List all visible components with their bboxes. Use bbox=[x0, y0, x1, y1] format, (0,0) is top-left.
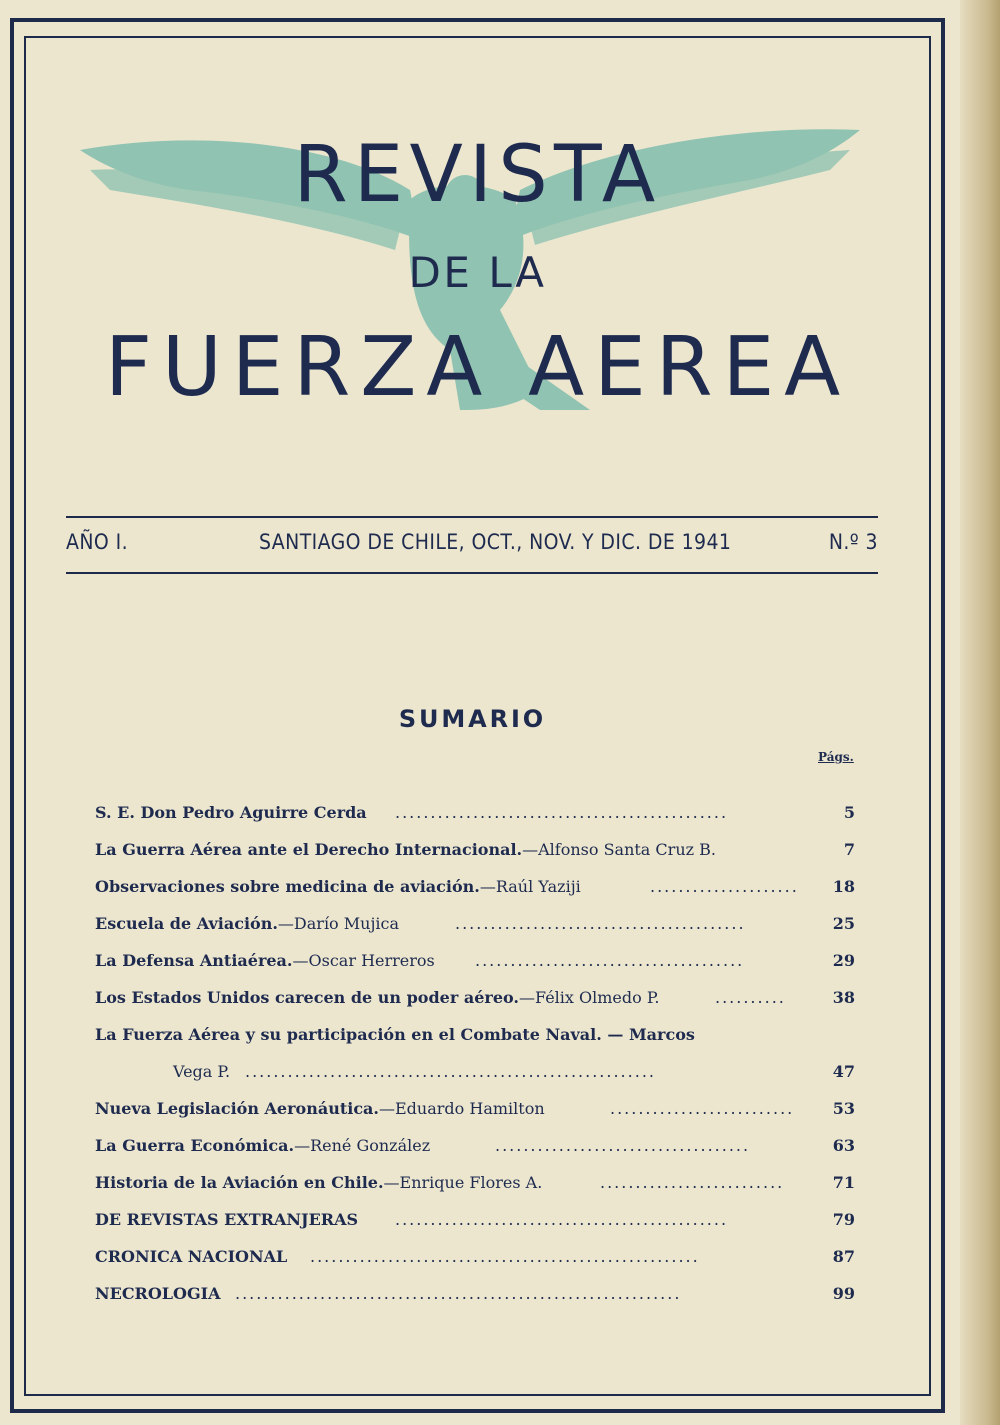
toc-entry bbox=[95, 982, 855, 1019]
issue-place-date: SANTIAGO DE CHILE, OCT., NOV. Y DIC. DE 1941 bbox=[259, 530, 732, 554]
toc-entry-page: 18 bbox=[832, 877, 855, 896]
toc-entry bbox=[95, 1093, 855, 1130]
toc-entry-title: Escuela de Aviación. bbox=[95, 914, 278, 933]
toc-entry-page: 5 bbox=[843, 803, 855, 822]
toc-entry bbox=[95, 1167, 855, 1204]
dot-leaders: ......................................... bbox=[455, 914, 746, 933]
toc-entry-author: —René González bbox=[294, 1136, 431, 1155]
dot-leaders: ............................................... bbox=[395, 803, 729, 822]
masthead-title-line3: FUERZA AEREA bbox=[104, 320, 851, 415]
toc-entry-author: —Oscar Herreros bbox=[292, 951, 435, 970]
masthead-title-line2: DE LA bbox=[408, 248, 547, 297]
table-of-contents bbox=[95, 797, 855, 1315]
toc-entry bbox=[95, 797, 855, 834]
toc-entry-title: CRONICA NACIONAL bbox=[95, 1247, 288, 1266]
toc-entry bbox=[95, 834, 855, 871]
toc-entry-page: 99 bbox=[832, 1284, 855, 1303]
pages-label: Págs. bbox=[818, 750, 854, 764]
dot-leaders: ............................................................... bbox=[235, 1284, 682, 1303]
toc-entry-title: La Guerra Aérea ante el Derecho Internacional. bbox=[95, 840, 523, 859]
masthead-title-line1: REVISTA bbox=[293, 130, 662, 220]
toc-entry-author: —Eduardo Hamilton bbox=[379, 1099, 545, 1118]
dot-leaders: .......................................................... bbox=[245, 1062, 656, 1081]
toc-entry-page: 87 bbox=[832, 1247, 855, 1266]
dot-leaders: .................................... bbox=[495, 1136, 751, 1155]
toc-entry bbox=[95, 1278, 855, 1315]
toc-entry-title: La Defensa Antiaérea. bbox=[95, 951, 293, 970]
toc-entry bbox=[95, 1019, 855, 1056]
toc-entry-page: 7 bbox=[843, 840, 855, 859]
toc-entry-title: La Fuerza Aérea y su participación en el Combate Naval. — Marcos bbox=[95, 1025, 695, 1044]
toc-entry-author: —Darío Mujica bbox=[277, 914, 400, 933]
top-rule bbox=[66, 516, 878, 518]
dot-leaders: .......................... bbox=[610, 1099, 795, 1118]
toc-entry-author: —Félix Olmedo P. bbox=[518, 988, 660, 1007]
dot-leaders: .......................... bbox=[600, 1173, 785, 1192]
toc-entry-title: Los Estados Unidos carecen de un poder aéreo. bbox=[95, 988, 519, 1007]
toc-entry-author: —Raúl Yaziji bbox=[479, 877, 581, 896]
toc-entry-title: Historia de la Aviación en Chile. bbox=[95, 1173, 384, 1192]
toc-entry bbox=[95, 945, 855, 982]
issue-number: N.º 3 bbox=[828, 530, 878, 554]
toc-entry bbox=[95, 908, 855, 945]
toc-entry-page: 63 bbox=[832, 1136, 855, 1155]
toc-entry-page: 29 bbox=[832, 951, 855, 970]
toc-entry-author: —Enrique Flores A. bbox=[383, 1173, 543, 1192]
toc-entry-page: 38 bbox=[832, 988, 855, 1007]
toc-entry-title: S. E. Don Pedro Aguirre Cerda bbox=[95, 803, 367, 822]
dot-leaders: .......... bbox=[715, 988, 786, 1007]
toc-entry-title: DE REVISTAS EXTRANJERAS bbox=[95, 1210, 359, 1229]
issue-year: AÑO I. bbox=[66, 530, 129, 554]
dot-leaders: ..................... bbox=[650, 877, 799, 896]
dot-leaders: ....................................................... bbox=[310, 1247, 700, 1266]
toc-entry-page: 79 bbox=[832, 1210, 855, 1229]
toc-entry bbox=[95, 1241, 855, 1278]
toc-entry bbox=[95, 1204, 855, 1241]
toc-entry-page: 71 bbox=[832, 1173, 855, 1192]
toc-entry bbox=[95, 1130, 855, 1167]
toc-entry-title: Nueva Legislación Aeronáutica. bbox=[95, 1099, 379, 1118]
toc-entry-title: La Guerra Económica. bbox=[95, 1136, 295, 1155]
toc-entry-author: Vega P. bbox=[173, 1062, 231, 1081]
toc-heading: SUMARIO bbox=[398, 705, 547, 733]
dot-leaders: ...................................... bbox=[475, 951, 745, 970]
toc-entry-author: —Alfonso Santa Cruz B. bbox=[522, 840, 716, 859]
toc-entry-title: Observaciones sobre medicina de aviación. bbox=[95, 877, 480, 896]
toc-entry-continued bbox=[95, 1056, 855, 1093]
dot-leaders: ............................................... bbox=[395, 1210, 729, 1229]
toc-entry-title: NECROLOGIA bbox=[95, 1284, 221, 1303]
page-edge bbox=[960, 0, 1000, 1425]
bottom-rule bbox=[66, 572, 878, 574]
toc-entry-page: 25 bbox=[832, 914, 855, 933]
toc-entry-page: 53 bbox=[832, 1099, 855, 1118]
toc-entry bbox=[95, 871, 855, 908]
issue-info-row bbox=[66, 530, 878, 562]
toc-entry-page: 47 bbox=[832, 1062, 855, 1081]
